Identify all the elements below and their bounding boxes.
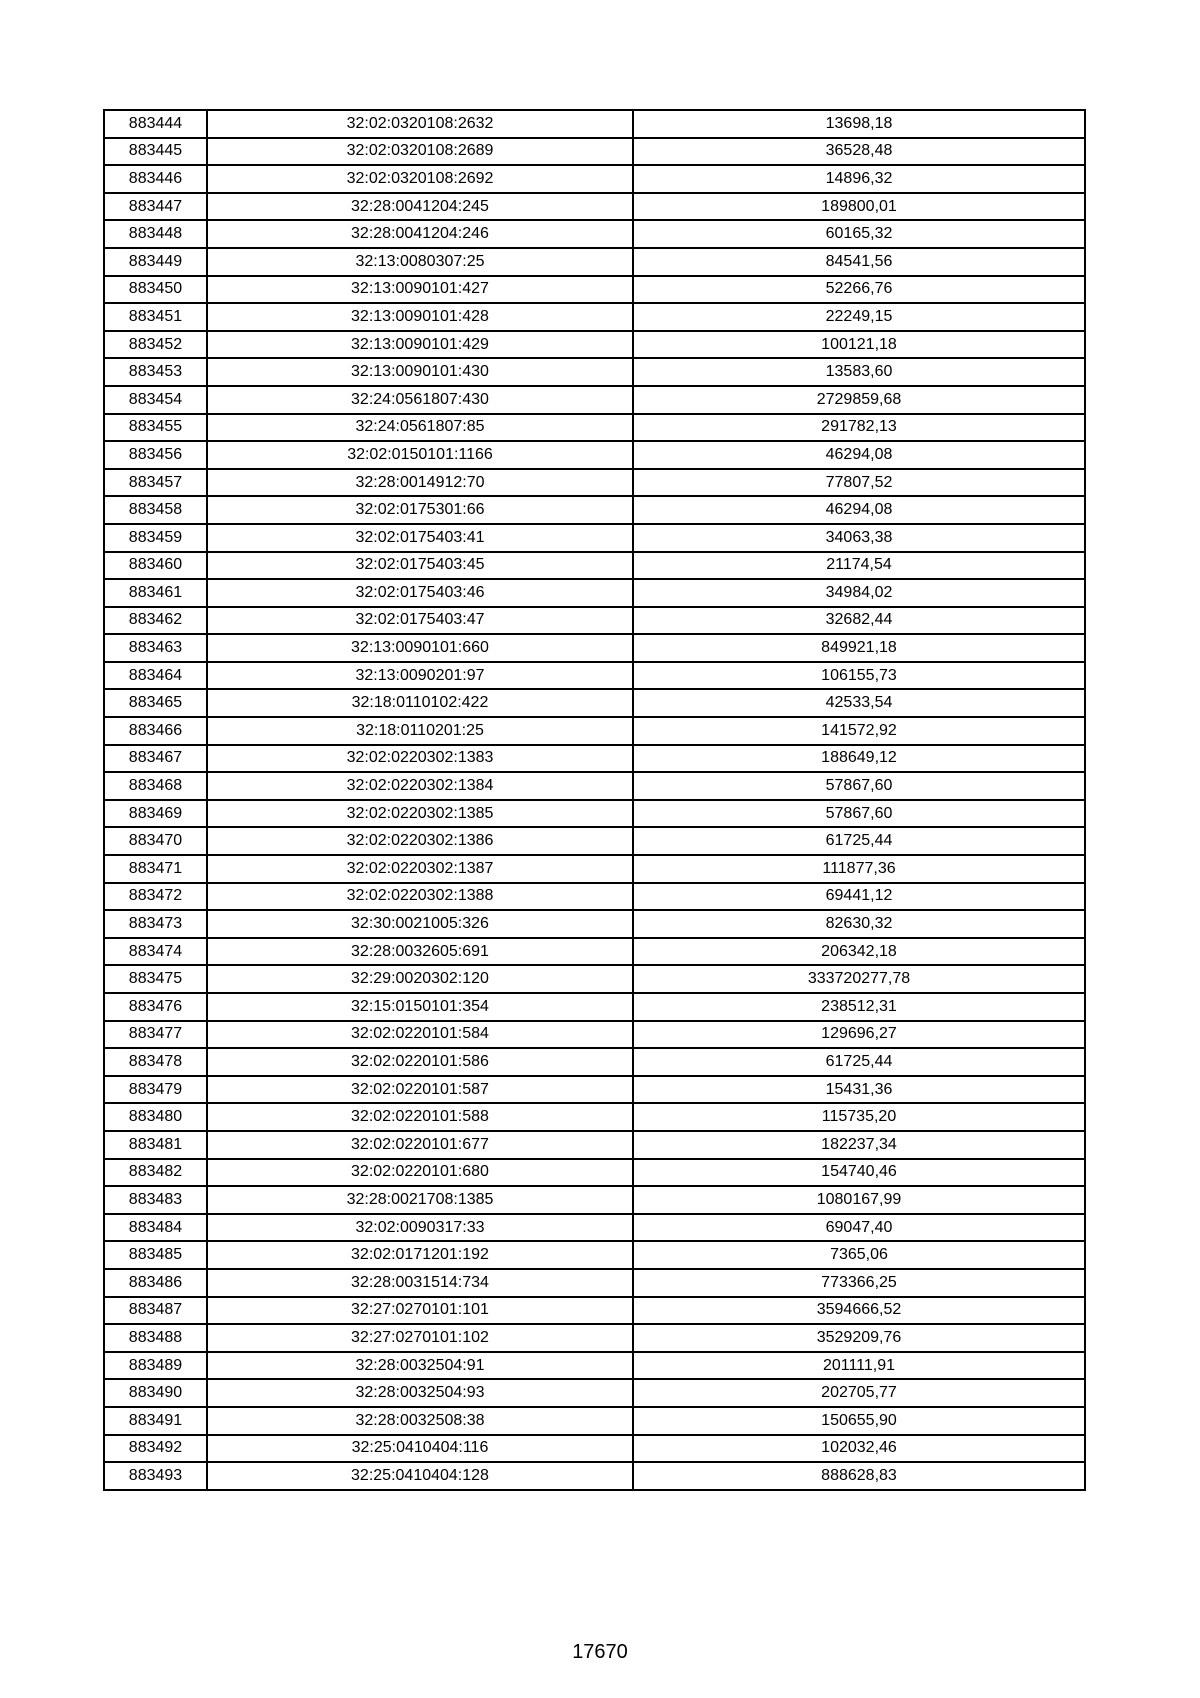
row-number-cell: 883451: [104, 303, 207, 331]
value-cell: 182237,34: [633, 1131, 1085, 1159]
row-number-cell: 883458: [104, 496, 207, 524]
cadastral-number-cell: 32:02:0171201:192: [207, 1241, 633, 1269]
value-cell: 15431,36: [633, 1076, 1085, 1104]
cadastral-number-cell: 32:02:0175403:45: [207, 552, 633, 580]
table-row: [104, 165, 1085, 193]
row-number-cell: 883459: [104, 524, 207, 552]
table-row: [104, 800, 1085, 828]
cadastral-number-cell: 32:18:0110201:25: [207, 717, 633, 745]
table-row: [104, 965, 1085, 993]
row-number-cell: 883452: [104, 331, 207, 359]
table-row: [104, 689, 1085, 717]
value-cell: 42533,54: [633, 689, 1085, 717]
row-number-cell: 883467: [104, 745, 207, 773]
table-row: [104, 1159, 1085, 1187]
cadastral-number-cell: 32:02:0320108:2689: [207, 138, 633, 166]
cadastral-number-cell: 32:02:0220101:587: [207, 1076, 633, 1104]
row-number-cell: 883462: [104, 607, 207, 635]
row-number-cell: 883477: [104, 1021, 207, 1049]
table-row: [104, 276, 1085, 304]
value-cell: 202705,77: [633, 1379, 1085, 1407]
value-cell: 36528,48: [633, 138, 1085, 166]
table-row: [104, 1241, 1085, 1269]
value-cell: 849921,18: [633, 634, 1085, 662]
cadastral-number-cell: 32:30:0021005:326: [207, 910, 633, 938]
row-number-cell: 883472: [104, 883, 207, 911]
cadastral-number-cell: 32:18:0110102:422: [207, 689, 633, 717]
value-cell: 154740,46: [633, 1159, 1085, 1187]
value-cell: 34984,02: [633, 579, 1085, 607]
row-number-cell: 883482: [104, 1159, 207, 1187]
table-row: [104, 1435, 1085, 1463]
row-number-cell: 883476: [104, 993, 207, 1021]
cadastral-number-cell: 32:02:0090317:33: [207, 1214, 633, 1242]
row-number-cell: 883483: [104, 1186, 207, 1214]
value-cell: 52266,76: [633, 276, 1085, 304]
cadastral-number-cell: 32:02:0320108:2632: [207, 110, 633, 138]
cadastral-number-cell: 32:27:0270101:101: [207, 1297, 633, 1325]
cadastral-number-cell: 32:13:0090101:430: [207, 358, 633, 386]
value-cell: 34063,38: [633, 524, 1085, 552]
row-number-cell: 883464: [104, 662, 207, 690]
value-cell: 111877,36: [633, 855, 1085, 883]
value-cell: 888628,83: [633, 1462, 1085, 1490]
value-cell: 22249,15: [633, 303, 1085, 331]
row-number-cell: 883460: [104, 552, 207, 580]
row-number-cell: 883479: [104, 1076, 207, 1104]
cadastral-number-cell: 32:28:0041204:245: [207, 193, 633, 221]
value-cell: 82630,32: [633, 910, 1085, 938]
value-cell: 291782,13: [633, 414, 1085, 442]
cadastral-number-cell: 32:13:0080307:25: [207, 248, 633, 276]
page-number: 17670: [572, 1641, 628, 1663]
cadastral-number-cell: 32:24:0561807:85: [207, 414, 633, 442]
value-cell: 7365,06: [633, 1241, 1085, 1269]
table-row: [104, 1324, 1085, 1352]
cadastral-number-cell: 32:27:0270101:102: [207, 1324, 633, 1352]
row-number-cell: 883492: [104, 1435, 207, 1463]
value-cell: 57867,60: [633, 772, 1085, 800]
row-number-cell: 883493: [104, 1462, 207, 1490]
table-row: [104, 552, 1085, 580]
table-row: [104, 220, 1085, 248]
row-number-cell: 883469: [104, 800, 207, 828]
row-number-cell: 883488: [104, 1324, 207, 1352]
table-row: [104, 386, 1085, 414]
table-row: [104, 1214, 1085, 1242]
value-cell: 129696,27: [633, 1021, 1085, 1049]
cadastral-number-cell: 32:13:0090201:97: [207, 662, 633, 690]
row-number-cell: 883484: [104, 1214, 207, 1242]
table-row: [104, 138, 1085, 166]
table-row: [104, 331, 1085, 359]
value-cell: 57867,60: [633, 800, 1085, 828]
cadastral-number-cell: 32:02:0220302:1388: [207, 883, 633, 911]
row-number-cell: 883487: [104, 1297, 207, 1325]
table-row: [104, 1407, 1085, 1435]
table-row: [104, 469, 1085, 497]
cadastral-number-cell: 32:02:0320108:2692: [207, 165, 633, 193]
value-cell: 100121,18: [633, 331, 1085, 359]
row-number-cell: 883455: [104, 414, 207, 442]
row-number-cell: 883468: [104, 772, 207, 800]
table-row: [104, 607, 1085, 635]
table-row: [104, 358, 1085, 386]
cadastral-number-cell: 32:13:0090101:429: [207, 331, 633, 359]
table-row: [104, 1269, 1085, 1297]
table-row: [104, 248, 1085, 276]
cadastral-number-cell: 32:02:0150101:1166: [207, 441, 633, 469]
table-row: [104, 938, 1085, 966]
row-number-cell: 883465: [104, 689, 207, 717]
row-number-cell: 883453: [104, 358, 207, 386]
row-number-cell: 883491: [104, 1407, 207, 1435]
cadastral-number-cell: 32:02:0175403:41: [207, 524, 633, 552]
value-cell: 1080167,99: [633, 1186, 1085, 1214]
cadastral-number-cell: 32:02:0175403:46: [207, 579, 633, 607]
table-row: [104, 1131, 1085, 1159]
row-number-cell: 883450: [104, 276, 207, 304]
table-row: [104, 1462, 1085, 1490]
cadastral-number-cell: 32:02:0220302:1385: [207, 800, 633, 828]
table-row: [104, 579, 1085, 607]
table-row: [104, 303, 1085, 331]
row-number-cell: 883473: [104, 910, 207, 938]
cadastral-number-cell: 32:13:0090101:660: [207, 634, 633, 662]
table-row: [104, 1186, 1085, 1214]
table-row: [104, 883, 1085, 911]
row-number-cell: 883486: [104, 1269, 207, 1297]
row-number-cell: 883481: [104, 1131, 207, 1159]
cadastral-number-cell: 32:25:0410404:116: [207, 1435, 633, 1463]
value-cell: 84541,56: [633, 248, 1085, 276]
table-row: [104, 1048, 1085, 1076]
value-cell: 333720277,78: [633, 965, 1085, 993]
row-number-cell: 883449: [104, 248, 207, 276]
row-number-cell: 883444: [104, 110, 207, 138]
cadastral-number-cell: 32:02:0220101:586: [207, 1048, 633, 1076]
cadastral-number-cell: 32:29:0020302:120: [207, 965, 633, 993]
row-number-cell: 883456: [104, 441, 207, 469]
cadastral-number-cell: 32:13:0090101:428: [207, 303, 633, 331]
table-row: [104, 717, 1085, 745]
table-body: [104, 110, 1085, 1490]
value-cell: 188649,12: [633, 745, 1085, 773]
table-row: [104, 110, 1085, 138]
table-row: [104, 1021, 1085, 1049]
value-cell: 46294,08: [633, 441, 1085, 469]
table-row: [104, 1103, 1085, 1131]
row-number-cell: 883490: [104, 1379, 207, 1407]
value-cell: 61725,44: [633, 827, 1085, 855]
value-cell: 69047,40: [633, 1214, 1085, 1242]
value-cell: 102032,46: [633, 1435, 1085, 1463]
table-row: [104, 662, 1085, 690]
cadastral-number-cell: 32:13:0090101:427: [207, 276, 633, 304]
cadastral-number-cell: 32:02:0220302:1386: [207, 827, 633, 855]
table-row: [104, 1379, 1085, 1407]
value-cell: 61725,44: [633, 1048, 1085, 1076]
row-number-cell: 883454: [104, 386, 207, 414]
table-row: [104, 855, 1085, 883]
value-cell: 13583,60: [633, 358, 1085, 386]
table-row: [104, 772, 1085, 800]
table-row: [104, 496, 1085, 524]
table-row: [104, 1352, 1085, 1380]
value-cell: 206342,18: [633, 938, 1085, 966]
value-cell: 2729859,68: [633, 386, 1085, 414]
row-number-cell: 883474: [104, 938, 207, 966]
cadastral-number-cell: 32:02:0220101:677: [207, 1131, 633, 1159]
value-cell: 60165,32: [633, 220, 1085, 248]
cadastral-number-cell: 32:28:0031514:734: [207, 1269, 633, 1297]
row-number-cell: 883471: [104, 855, 207, 883]
row-number-cell: 883478: [104, 1048, 207, 1076]
row-number-cell: 883445: [104, 138, 207, 166]
row-number-cell: 883475: [104, 965, 207, 993]
cadastral-number-cell: 32:02:0175403:47: [207, 607, 633, 635]
value-cell: 238512,31: [633, 993, 1085, 1021]
cadastral-number-cell: 32:28:0032504:91: [207, 1352, 633, 1380]
table-row: [104, 745, 1085, 773]
value-cell: 14896,32: [633, 165, 1085, 193]
table-row: [104, 634, 1085, 662]
row-number-cell: 883446: [104, 165, 207, 193]
row-number-cell: 883466: [104, 717, 207, 745]
cadastral-number-cell: 32:28:0032508:38: [207, 1407, 633, 1435]
value-cell: 3594666,52: [633, 1297, 1085, 1325]
row-number-cell: 883447: [104, 193, 207, 221]
cadastral-number-cell: 32:02:0175301:66: [207, 496, 633, 524]
row-number-cell: 883485: [104, 1241, 207, 1269]
value-cell: 69441,12: [633, 883, 1085, 911]
table-row: [104, 414, 1085, 442]
table-row: [104, 910, 1085, 938]
value-cell: 21174,54: [633, 552, 1085, 580]
table-row: [104, 1076, 1085, 1104]
cadastral-number-cell: 32:28:0041204:246: [207, 220, 633, 248]
cadastral-number-cell: 32:28:0021708:1385: [207, 1186, 633, 1214]
table-row: [104, 1297, 1085, 1325]
row-number-cell: 883448: [104, 220, 207, 248]
cadastral-number-cell: 32:24:0561807:430: [207, 386, 633, 414]
table-row: [104, 993, 1085, 1021]
value-cell: 77807,52: [633, 469, 1085, 497]
row-number-cell: 883463: [104, 634, 207, 662]
cadastral-number-cell: 32:15:0150101:354: [207, 993, 633, 1021]
table-row: [104, 524, 1085, 552]
row-number-cell: 883461: [104, 579, 207, 607]
row-number-cell: 883470: [104, 827, 207, 855]
table-row: [104, 193, 1085, 221]
value-cell: 32682,44: [633, 607, 1085, 635]
value-cell: 150655,90: [633, 1407, 1085, 1435]
value-cell: 3529209,76: [633, 1324, 1085, 1352]
value-cell: 201111,91: [633, 1352, 1085, 1380]
cadastral-number-cell: 32:28:0014912:70: [207, 469, 633, 497]
row-number-cell: 883480: [104, 1103, 207, 1131]
cadastral-number-cell: 32:28:0032605:691: [207, 938, 633, 966]
cadastral-number-cell: 32:02:0220101:584: [207, 1021, 633, 1049]
value-cell: 46294,08: [633, 496, 1085, 524]
table-row: [104, 441, 1085, 469]
value-cell: 13698,18: [633, 110, 1085, 138]
cadastral-number-cell: 32:28:0032504:93: [207, 1379, 633, 1407]
value-cell: 106155,73: [633, 662, 1085, 690]
cadastral-number-cell: 32:02:0220302:1383: [207, 745, 633, 773]
cadastral-number-cell: 32:02:0220302:1384: [207, 772, 633, 800]
cadastral-number-cell: 32:25:0410404:128: [207, 1462, 633, 1490]
value-cell: 189800,01: [633, 193, 1085, 221]
data-table: [103, 109, 1086, 1491]
row-number-cell: 883489: [104, 1352, 207, 1380]
table-row: [104, 827, 1085, 855]
cadastral-number-cell: 32:02:0220101:680: [207, 1159, 633, 1187]
row-number-cell: 883457: [104, 469, 207, 497]
value-cell: 773366,25: [633, 1269, 1085, 1297]
value-cell: 141572,92: [633, 717, 1085, 745]
cadastral-number-cell: 32:02:0220101:588: [207, 1103, 633, 1131]
value-cell: 115735,20: [633, 1103, 1085, 1131]
cadastral-number-cell: 32:02:0220302:1387: [207, 855, 633, 883]
